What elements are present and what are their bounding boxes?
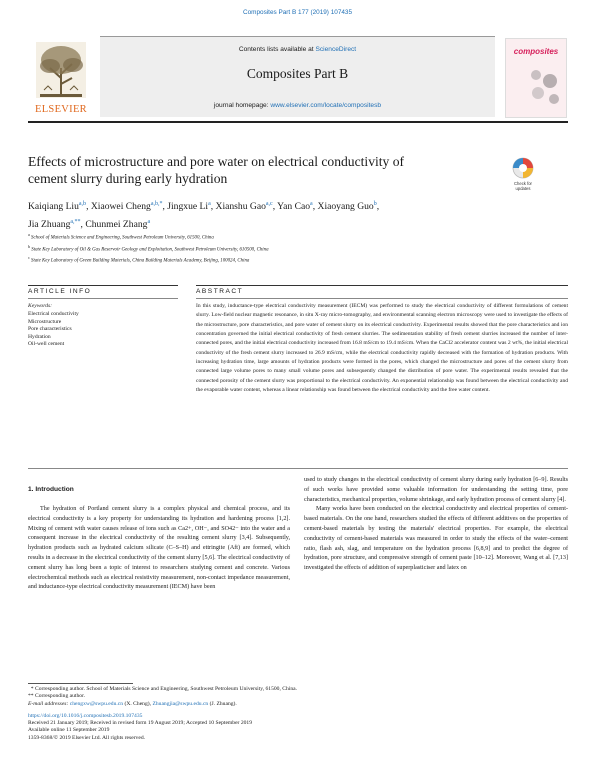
affiliation-marker: c: [28, 255, 30, 261]
keyword-1: Electrical conductivity: [28, 311, 79, 317]
author-name[interactable]: Yan Cao: [277, 201, 311, 213]
author-name[interactable]: Xiaoyang Guo: [317, 201, 374, 213]
article-info-subrule: [28, 298, 178, 299]
affiliation-marker: a: [28, 232, 30, 237]
crossmark-label-line2: updates: [515, 186, 531, 191]
email-link-zhuang[interactable]: Zhuangjia@swpu.edu.cn: [152, 700, 209, 707]
keywords-label: Keywords:: [28, 303, 53, 309]
email-line: [28, 701, 568, 708]
author-name[interactable]: Chunmei Zhang: [85, 218, 148, 230]
author-affiliation-marker[interactable]: a: [147, 218, 151, 225]
corr1-text: Corresponding author. School of Materials Science and Engineering, Southwest Petroleum University, 61500, China.: [35, 686, 298, 692]
introduction-heading: 1. Introduction: [28, 486, 74, 493]
email-label: E-mail addresses:: [28, 700, 69, 707]
affiliation-text: State Key Laboratory of Oil & Gas Reservoir Geology and Exploitation, Southwest Petroleum University, 610500, China: [30, 247, 269, 253]
author-affiliation-marker[interactable]: a: [208, 201, 211, 207]
crossmark-label-line1: Check for: [514, 181, 532, 186]
author-affiliation-marker[interactable]: a,b,*: [150, 201, 163, 207]
cover-artwork: [524, 65, 564, 109]
homepage-prefix: journal homepage:: [213, 102, 271, 109]
author-separator: ,: [210, 201, 216, 213]
author-separator: ,: [80, 218, 86, 230]
author-affiliation-marker[interactable]: a,c: [265, 201, 273, 207]
author-list: [28, 197, 548, 232]
corresponding-author-2: ** Corresponding author.: [28, 693, 86, 700]
affiliation-text: School of Materials Science and Engineering, Southwest Petroleum University, 61500, China: [29, 235, 214, 241]
keyword-3: Pore characteristics: [28, 326, 72, 332]
affiliation-item: [28, 231, 548, 243]
keyword-5: Oil-well cement: [28, 341, 65, 347]
journal-citation[interactable]: Composites Part B 177 (2019) 107435: [242, 9, 353, 16]
doi-link[interactable]: https://doi.org/10.1016/j.compositesb.2019.107435: [28, 713, 143, 719]
received-dates: Received 21 January 2019; Received in revised form 19 August 2019; Accepted 10 September 2019: [28, 720, 253, 727]
corresponding-author-1: * Corresponding author. School of Materials Science and Engineering, Southwest Petroleum University, 61500, China.: [28, 686, 298, 692]
author-separator: ,: [312, 201, 318, 213]
intro-paragraph-3: Many works have been conducted on the electrical conductivity and electrical properties of cement-based materials. On the one hand, researchers studied the effects of different additives on the properties of cement-based materials by testing the materials' electrical properties. For example, the electrical conductivity of cement-based materials was measured in order to study the effects of the water–cement ratio, flash ash, slag, and temperature on the hydration process [6,8,9] and to predict the degree of hydration, pore structure, and compressive strength of cement paste [10–12]. Moreover, Wang et al. [7,13] investigated the effects of addition of superplasticiser and latex on: [304, 506, 568, 572]
author-affiliation-marker[interactable]: a: [310, 201, 313, 207]
title-line-1: Effects of microstructure and pore water on electrical conductivity of: [28, 154, 405, 169]
affiliation-marker: b: [28, 243, 31, 249]
title-line-2: cement slurry during early hydration: [28, 171, 228, 186]
author-name[interactable]: Jia Zhuang: [28, 218, 71, 230]
available-online: Available online 11 September 2019: [28, 727, 110, 734]
contents-line: [100, 46, 495, 53]
intro-paragraph-1: The hydration of Portland cement slurry is a complex physical and chemical process, and its electrical conductivity is a key property for understanding its hydration and hardening process [1,2]. Mixing of cement with water causes release of ions such as Ca2+, OH−, and SO42− into the water and a consequent increase in the electrical conductivity of the resulting cement slurry [3,4]. Subsequently, hydration products such as hydrated calcium silicate (C–S–H) and ettringite (Aft) are formed, which results in a decrease in the electrical conductivity of the cement slurry [5,6]. The electrical conductivity of cement slurry has long been a topic of interest to researchers studying cement and concrete. Various electrochemical methods such as electrical resistivity measurement, non-contact impedance measurement, and inductance-type electrical conductivity measurement (IECM) have been: [28, 506, 290, 591]
author-separator: ,: [376, 201, 380, 213]
check-for-updates-label[interactable]: [502, 181, 544, 191]
footnote-rule: [28, 683, 133, 684]
affiliation-item: [28, 254, 548, 266]
copyright: 1359-8368/© 2019 Elsevier Ltd. All rights reserved.: [28, 734, 146, 741]
article-info-rule: [28, 285, 178, 286]
affiliations: [28, 231, 548, 266]
journal-cover-thumbnail[interactable]: [505, 38, 567, 118]
author-name[interactable]: Xiaowei Cheng: [90, 201, 151, 213]
intro-left-column: [28, 505, 290, 593]
author-affiliation-marker[interactable]: a,**: [70, 218, 81, 225]
keyword-4: Hydration: [28, 333, 51, 340]
author-name[interactable]: Jingxue Li: [167, 201, 209, 213]
article-title: [28, 153, 498, 187]
author-affiliation-marker[interactable]: b: [373, 201, 377, 207]
email-link-cheng[interactable]: chengxw@swpu.edu.cn: [69, 700, 124, 707]
footnotes: [28, 686, 568, 708]
author-affiliation-marker[interactable]: a,b: [78, 201, 87, 207]
email-who-zhuang: (J. Zhuang).: [208, 700, 237, 707]
elsevier-wordmark: ELSEVIER: [35, 104, 87, 115]
authors-line-2: [28, 215, 548, 233]
author-separator: ,: [162, 201, 168, 213]
author-name[interactable]: Xianshu Gao: [215, 201, 266, 213]
cover-title: composites: [513, 47, 559, 56]
intro-right-column: [304, 476, 568, 574]
article-info-heading: ARTICLE INFO: [28, 288, 92, 295]
contents-prefix: Contents lists available at: [238, 46, 316, 53]
abstract-heading: ABSTRACT: [196, 288, 244, 295]
abstract-subrule: [196, 298, 568, 299]
header-bottom-rule: [28, 121, 568, 123]
keyword-2: Microstructure: [28, 318, 62, 325]
author-name[interactable]: Kaiqiang Liu: [28, 201, 79, 213]
homepage-link[interactable]: www.elsevier.com/locate/compositesb: [270, 102, 382, 109]
abstract-end-rule: [28, 468, 568, 469]
affiliation-text: State Key Laboratory of Green Building Materials, China Building Materials Academy, Beijing, 100024, China: [29, 258, 250, 264]
abstract-rule: [196, 285, 568, 286]
abstract-text: In this study, inductance-type electrical conductivity measurement (IECM) was performed to study the electrical conductivity of different formulations of cement slurry. Low-field nuclear magnetic resonance, in situ X-ray micro-tomography, and environmental scanning electron microscopy were used to investigate the effects of the microstructure, pore characteristics, and pore water of cement slurry on its electrical conductivity. Experimental results showed that the pore characteristics and ion concentration governed the initial electrical conductivity of fresh cement slurries. The sedimentation stability of fresh cement slurries increased the number of inter-connected pores, and the initial electrical conductivity increased from 16.8 mS/cm to 19.4 mS/cm. When the CaCl2 accelerator content was 2 wt%, the initial electrical conductivity of the fresh cement slurry increased to 26.9 mS/cm, while the electrical conductivity rapidly decreased with the formation of hydration products. With increasing hydration time, large amounts of hydration products were formed in the pores, which changed the microstructure and pores of the cement slurry from connected large volume pores to many small volume pores and subsequently changed the distribution of pore water. The experimental results revealed that the connected porosity of the cement slurry was proportional to the electrical conductivity. An exponential relationship was found between the electrical conductivity and the evaporable water content, whereas a linear relationship was found between the electrical conductivity and the free water content.: [196, 303, 568, 394]
journal-name: Composites Part B: [246, 66, 349, 81]
email-who-cheng: (X. Cheng),: [123, 700, 153, 707]
intro-paragraph-2: used to study changes in the electrical conductivity of cement slurry during early hydration [6–9]. Results of such works have provided some valuable information for understanding the setting time, pore characteristics, mechanical properties, volume shrinkage, and early hydration process of cement slurry [4].: [304, 477, 568, 503]
author-separator: ,: [86, 201, 91, 213]
journal-homepage: [100, 102, 495, 109]
sciencedirect-link[interactable]: ScienceDirect: [315, 46, 357, 53]
corr2-text: Corresponding author.: [35, 693, 86, 700]
author-separator: ,: [272, 201, 278, 213]
article-history: [28, 713, 568, 742]
affiliation-item: [28, 243, 548, 255]
authors-line-1: [28, 197, 548, 215]
